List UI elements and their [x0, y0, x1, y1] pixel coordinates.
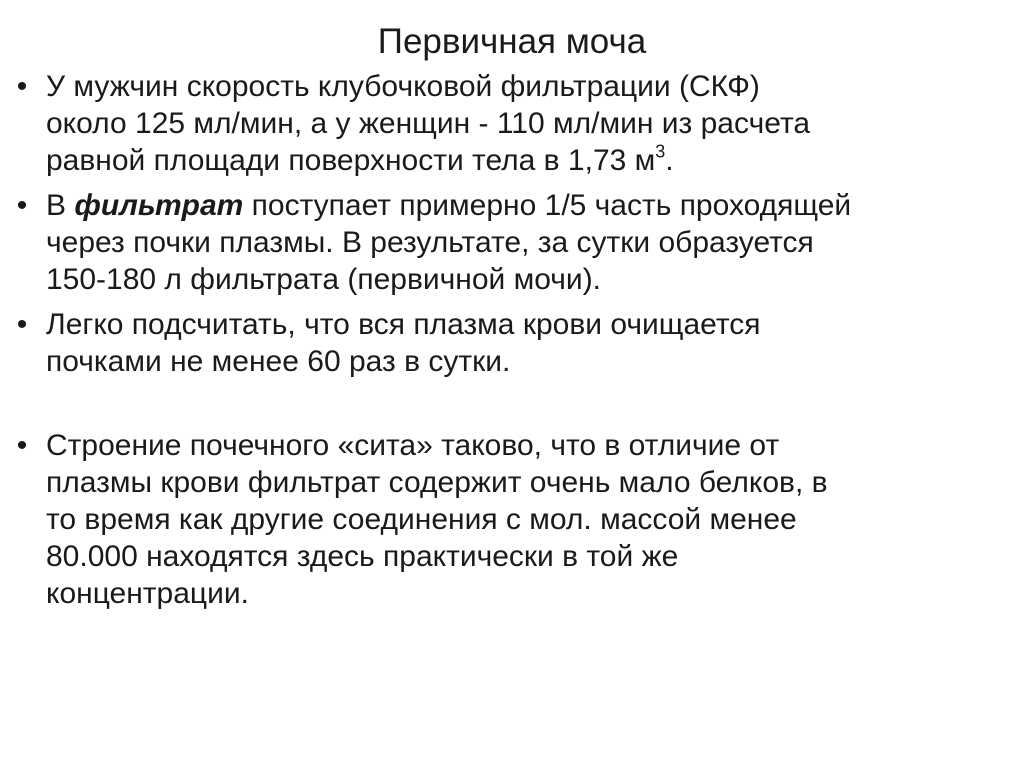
- bullet-dot-icon: •: [16, 429, 28, 462]
- bullet-line: плазмы крови фильтрат содержит очень мало белков, в: [46, 466, 828, 499]
- bullet-line: 80.000 находятся здесь практически в той же: [46, 540, 679, 573]
- bullet-line: почками не менее 60 раз в сутки.: [46, 345, 511, 378]
- bullet-line: то время как другие соединения с мол. массой менее: [46, 503, 797, 536]
- bullet-dot-icon: •: [16, 189, 28, 222]
- bullet-dot-icon: •: [16, 308, 28, 341]
- bullet-line-text: поступает примерно 1/5 часть проходящей: [243, 189, 852, 222]
- bullet-line: [46, 142, 1010, 179]
- bullet-item-renal-sieve: [10, 427, 1010, 612]
- bullet-line-text: равной площади поверхности тела в 1,73 м: [46, 144, 656, 177]
- bullet-item-plasma-clearance: [10, 306, 1010, 380]
- bullet-dot-icon: •: [16, 70, 28, 103]
- bullet-line-text: В: [46, 189, 75, 222]
- bullet-line: около 125 мл/мин, а у женщин - 110 мл/мин из расчета: [46, 107, 811, 140]
- bullet-line: 150-180 л фильтрата (первичной мочи).: [46, 263, 602, 296]
- bullet-item-filtrate: [10, 187, 1010, 298]
- bullet-line-end: .: [665, 144, 674, 177]
- emphasis-term: фильтрат: [74, 189, 244, 222]
- bullet-line: У мужчин скорость клубочковой фильтрации (СКФ): [46, 70, 760, 103]
- bullet-line: Легко подсчитать, что вся плазма крови очищается: [46, 308, 761, 341]
- bullet-list: [10, 68, 1010, 620]
- bullet-line: [46, 187, 1010, 224]
- superscript: 3: [655, 141, 666, 162]
- bullet-line: Строение почечного «сита» таково, что в отличие от: [46, 429, 780, 462]
- bullet-item-gfr: [10, 68, 1010, 179]
- bullet-line: через почки плазмы. В результате, за сутки образуется: [46, 226, 814, 259]
- slide-title: Первичная моча: [377, 22, 647, 61]
- bullet-line: концентрации.: [46, 577, 249, 610]
